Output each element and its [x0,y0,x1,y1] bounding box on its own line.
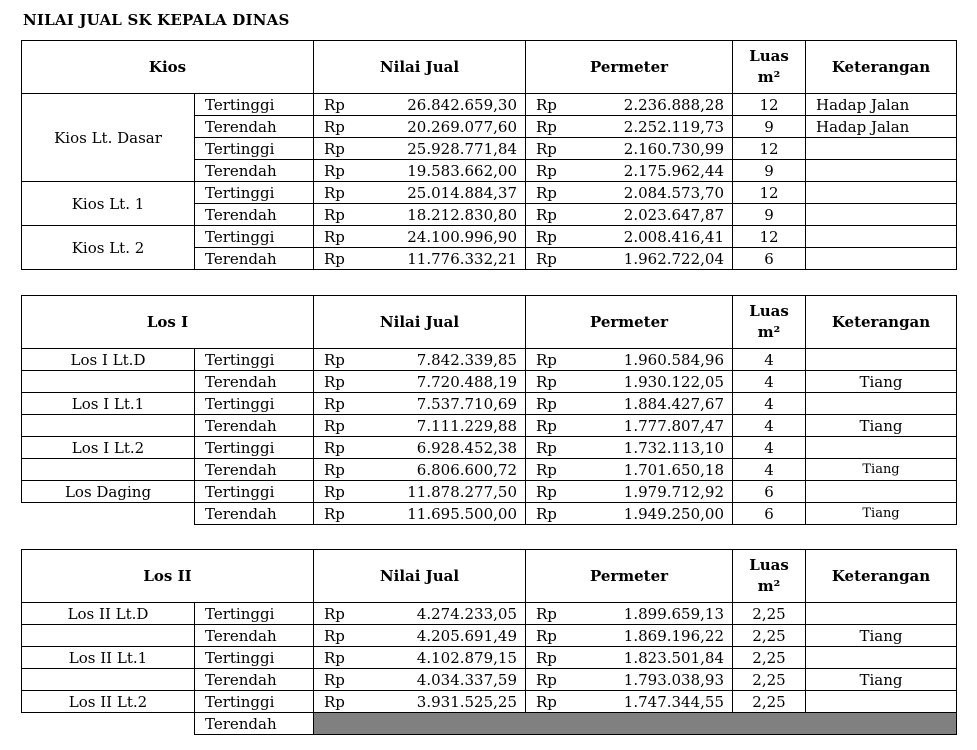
permeter-value: 1.949.250,00 [568,503,733,525]
permeter-header: Permeter [526,550,733,603]
permeter-value: 1.793.038,93 [568,669,733,691]
empty-shaded-cell [314,713,957,735]
group-name: Los I Lt.1 [22,393,195,415]
row-type: Tertinggi [195,182,314,204]
luas-header: Luas m² [733,296,806,349]
rp-label: Rp [526,248,568,270]
table-row [22,713,957,735]
permeter-value: 1.899.659,13 [568,603,733,625]
header-row [22,41,957,94]
luas-value: 12 [733,182,806,204]
permeter-value: 1.960.584,96 [568,349,733,371]
luas-value: 4 [733,393,806,415]
permeter-value: 1.777.807,47 [568,415,733,437]
row-type: Terendah [195,116,314,138]
nilai-jual-value: 6.928.452,38 [356,437,526,459]
nilai-jual-value: 7.111.229,88 [356,415,526,437]
rp-label: Rp [526,415,568,437]
row-type: Tertinggi [195,226,314,248]
permeter-value: 2.236.888,28 [568,94,733,116]
permeter-value: 2.160.730,99 [568,138,733,160]
nilai-jual-value: 26.842.659,30 [356,94,526,116]
kios-header: Kios [22,41,314,94]
permeter-value: 1.732.113,10 [568,437,733,459]
luas-value: 4 [733,459,806,481]
luas-value: 12 [733,226,806,248]
header-row [22,550,957,603]
table-row [22,371,957,393]
rp-label: Rp [314,371,356,393]
luas-header: Luas m² [733,550,806,603]
nilai-jual-value: 25.928.771,84 [356,138,526,160]
rp-label: Rp [526,349,568,371]
keterangan-value [806,160,957,182]
group-name: Los II Lt.1 [22,647,195,669]
keterangan-header: Keterangan [806,296,957,349]
rp-label: Rp [526,182,568,204]
nilai-jual-value: 7.720.488,19 [356,371,526,393]
keterangan-value [806,393,957,415]
nilai-jual-value: 25.014.884,37 [356,182,526,204]
nilai-jual-value: 11.878.277,50 [356,481,526,503]
group-name: Los Daging [22,481,195,503]
rp-label: Rp [314,393,356,415]
row-type: Tertinggi [195,647,314,669]
luas-value: 4 [733,371,806,393]
keterangan-value: Tiang [806,415,957,437]
luas-value: 6 [733,503,806,525]
group-name: Kios Lt. Dasar [22,94,195,182]
permeter-value: 1.884.427,67 [568,393,733,415]
luas-value: 2,25 [733,625,806,647]
rp-label: Rp [314,248,356,270]
table-row [22,459,957,481]
permeter-value: 1.869.196,22 [568,625,733,647]
group-name [22,371,195,393]
keterangan-value [806,248,957,270]
group-name: Los I Lt.D [22,349,195,371]
rp-label: Rp [526,603,568,625]
table-row [22,669,957,691]
nilai-jual-header: Nilai Jual [314,296,526,349]
rp-label: Rp [314,226,356,248]
permeter-value: 1.747.344,55 [568,691,733,713]
luas-value: 2,25 [733,647,806,669]
luas-header: Luas m² [733,41,806,94]
rp-label: Rp [526,371,568,393]
table-row [22,393,957,415]
rp-label: Rp [526,437,568,459]
rp-label: Rp [314,415,356,437]
permeter-value: 2.023.647,87 [568,204,733,226]
rp-label: Rp [314,647,356,669]
page-title: NILAI JUAL SK KEPALA DINAS [23,11,290,29]
keterangan-value [806,226,957,248]
nilai-jual-value: 4.274.233,05 [356,603,526,625]
rp-label: Rp [526,481,568,503]
keterangan-value [806,182,957,204]
keterangan-value [806,138,957,160]
rp-label: Rp [526,204,568,226]
row-type: Tertinggi [195,481,314,503]
luas-value: 9 [733,204,806,226]
nilai-jual-value: 20.269.077,60 [356,116,526,138]
luas-value: 4 [733,349,806,371]
luas-value: 9 [733,160,806,182]
keterangan-value [806,691,957,713]
rp-label: Rp [314,204,356,226]
keterangan-value: Tiang [806,371,957,393]
luas-value: 6 [733,481,806,503]
nilai-jual-value: 18.212.830,80 [356,204,526,226]
keterangan-value [806,437,957,459]
rp-label: Rp [526,226,568,248]
rp-label: Rp [314,503,356,525]
nilai-jual-header: Nilai Jual [314,41,526,94]
keterangan-value [806,349,957,371]
rp-label: Rp [526,669,568,691]
row-type: Terendah [195,625,314,647]
rp-label: Rp [526,94,568,116]
keterangan-header: Keterangan [806,550,957,603]
luas-value: 2,25 [733,691,806,713]
luas-value: 12 [733,138,806,160]
luas-value: 2,25 [733,669,806,691]
los-ii-header: Los II [22,550,314,603]
table-row [22,625,957,647]
rp-label: Rp [314,116,356,138]
row-type: Tertinggi [195,603,314,625]
los-i-table [21,295,957,525]
nilai-jual-value: 4.102.879,15 [356,647,526,669]
rp-label: Rp [314,459,356,481]
table-row [22,182,957,204]
group-name [22,415,195,437]
row-type: Terendah [195,160,314,182]
row-type: Tertinggi [195,437,314,459]
rp-label: Rp [526,138,568,160]
nilai-jual-value: 4.205.691,49 [356,625,526,647]
luas-value: 9 [733,116,806,138]
luas-value: 6 [733,248,806,270]
rp-label: Rp [526,459,568,481]
table-row [22,94,957,116]
group-name: Kios Lt. 2 [22,226,195,270]
table-row [22,226,957,248]
permeter-value: 2.175.962,44 [568,160,733,182]
keterangan-value [806,603,957,625]
nilai-jual-value: 24.100.996,90 [356,226,526,248]
rp-label: Rp [526,160,568,182]
group-name [22,503,195,525]
luas-value: 2,25 [733,603,806,625]
permeter-value: 1.962.722,04 [568,248,733,270]
nilai-jual-value: 6.806.600,72 [356,459,526,481]
rp-label: Rp [526,393,568,415]
nilai-jual-value: 19.583.662,00 [356,160,526,182]
table-row [22,437,957,459]
table-row [22,647,957,669]
keterangan-value: Tiang [806,669,957,691]
table-row [22,415,957,437]
rp-label: Rp [526,625,568,647]
keterangan-value [806,204,957,226]
keterangan-value: Tiang [806,459,957,481]
rp-label: Rp [314,603,356,625]
rp-label: Rp [526,116,568,138]
row-type: Tertinggi [195,94,314,116]
los-i-header: Los I [22,296,314,349]
group-name [22,713,195,735]
keterangan-value: Tiang [806,625,957,647]
rp-label: Rp [314,437,356,459]
row-type: Terendah [195,248,314,270]
rp-label: Rp [526,691,568,713]
permeter-value: 2.252.119,73 [568,116,733,138]
keterangan-value: Hadap Jalan [806,94,957,116]
permeter-header: Permeter [526,296,733,349]
rp-label: Rp [526,503,568,525]
permeter-header: Permeter [526,41,733,94]
rp-label: Rp [314,691,356,713]
row-type: Terendah [195,459,314,481]
row-type: Tertinggi [195,349,314,371]
luas-value: 4 [733,437,806,459]
table-row [22,481,957,503]
permeter-value: 1.930.122,05 [568,371,733,393]
row-type: Tertinggi [195,138,314,160]
row-type: Terendah [195,713,314,735]
row-type: Terendah [195,204,314,226]
nilai-jual-value: 3.931.525,25 [356,691,526,713]
rp-label: Rp [314,138,356,160]
group-name: Los I Lt.2 [22,437,195,459]
rp-label: Rp [314,669,356,691]
group-name: Kios Lt. 1 [22,182,195,226]
row-type: Terendah [195,503,314,525]
nilai-jual-value: 11.776.332,21 [356,248,526,270]
row-type: Terendah [195,669,314,691]
kios-table [21,40,957,270]
permeter-value: 1.979.712,92 [568,481,733,503]
group-name [22,459,195,481]
group-name: Los II Lt.2 [22,691,195,713]
table-row [22,603,957,625]
permeter-value: 1.701.650,18 [568,459,733,481]
rp-label: Rp [314,625,356,647]
keterangan-value: Hadap Jalan [806,116,957,138]
nilai-jual-value: 7.537.710,69 [356,393,526,415]
rp-label: Rp [314,182,356,204]
group-name: Los II Lt.D [22,603,195,625]
nilai-jual-header: Nilai Jual [314,550,526,603]
permeter-value: 1.823.501,84 [568,647,733,669]
row-type: Terendah [195,371,314,393]
keterangan-value [806,481,957,503]
keterangan-value [806,647,957,669]
rp-label: Rp [526,647,568,669]
rp-label: Rp [314,94,356,116]
nilai-jual-value: 7.842.339,85 [356,349,526,371]
permeter-value: 2.008.416,41 [568,226,733,248]
group-name [22,625,195,647]
luas-value: 12 [733,94,806,116]
nilai-jual-value: 11.695.500,00 [356,503,526,525]
keterangan-value: Tiang [806,503,957,525]
luas-value: 4 [733,415,806,437]
permeter-value: 2.084.573,70 [568,182,733,204]
row-type: Tertinggi [195,393,314,415]
rp-label: Rp [314,349,356,371]
table-row [22,349,957,371]
row-type: Tertinggi [195,691,314,713]
group-name [22,669,195,691]
row-type: Terendah [195,415,314,437]
table-row [22,691,957,713]
header-row [22,296,957,349]
rp-label: Rp [314,481,356,503]
nilai-jual-value: 4.034.337,59 [356,669,526,691]
rp-label: Rp [314,160,356,182]
los-ii-table [21,549,957,735]
table-row [22,503,957,525]
keterangan-header: Keterangan [806,41,957,94]
